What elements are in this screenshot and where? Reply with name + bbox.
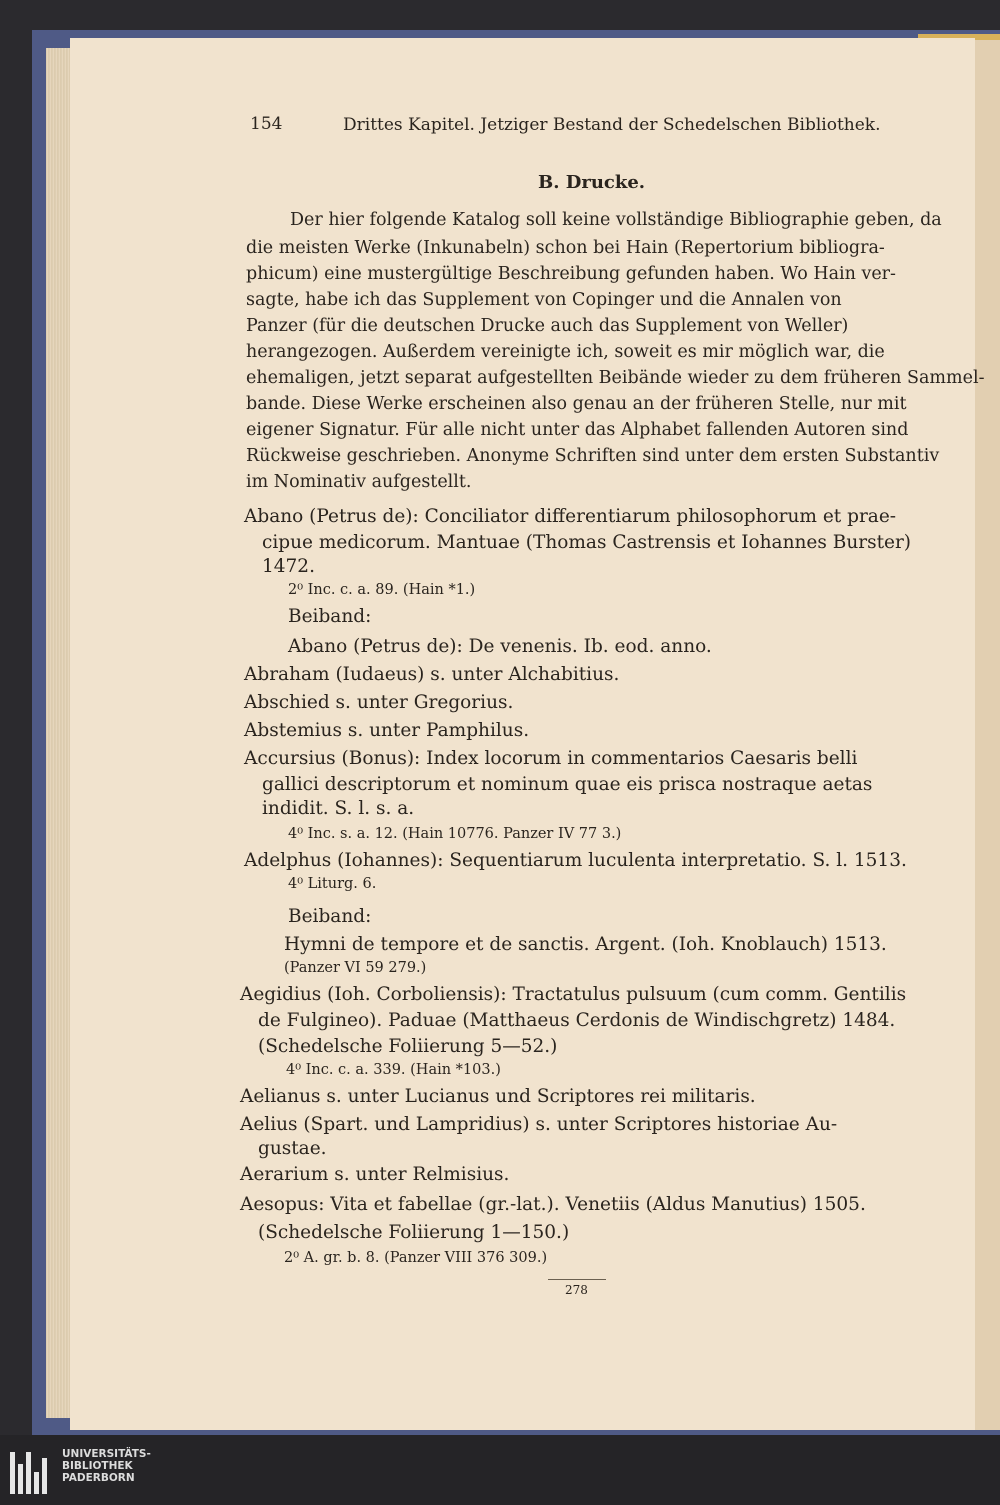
beiband-label: Beiband: <box>288 606 372 627</box>
entry-line: Hymni de tempore et de sanctis. Argent. (Ioh. Knoblauch) 1513. <box>284 934 887 955</box>
entry-line: Aesopus: Vita et fabellae (gr.-lat.). Venetiis (Aldus Manutius) 1505. <box>240 1194 866 1215</box>
entry-line: Abano (Petrus de): Conciliator differentiarum philosophorum et prae- <box>244 506 897 527</box>
intro-line: eigener Signatur. Für alle nicht unter das Alphabet fallenden Autoren sind <box>246 420 909 440</box>
entry-line: Abstemius s. unter Pamphilus. <box>244 720 530 741</box>
intro-line: sagte, habe ich das Supplement von Copinger und die Annalen von <box>246 290 842 310</box>
entry-line: Accursius (Bonus): Index locorum in commentarios Caesaris belli <box>244 748 858 769</box>
entry-line: Aelius (Spart. und Lampridius) s. unter Scriptores historiae Au- <box>240 1114 838 1135</box>
entry-line: 1472. <box>262 556 315 577</box>
intro-line: die meisten Werke (Inkunabeln) schon bei Hain (Repertorium bibliogra- <box>246 238 885 258</box>
entry-line: Abano (Petrus de): De venenis. Ib. eod. anno. <box>288 636 712 657</box>
intro-line: Panzer (für die deutschen Drucke auch das Supplement von Weller) <box>246 316 849 336</box>
section-heading: B. Drucke. <box>538 172 646 193</box>
entry-line: Abraham (Iudaeus) s. unter Alchabitius. <box>244 664 620 685</box>
shelfmark-line: (Panzer VI 59 279.) <box>284 960 427 976</box>
entry-line: cipue medicorum. Mantuae (Thomas Castrensis et Iohannes Burster) <box>262 532 912 553</box>
entry-line: Aelianus s. unter Lucianus und Scriptores rei militaris. <box>240 1086 756 1107</box>
intro-line: phicum) eine mustergültige Beschreibung gefunden haben. Wo Hain ver- <box>246 264 896 284</box>
logo-text-line: UNIVERSITÄTS- <box>62 1448 151 1460</box>
entry-line: (Schedelsche Foliierung 5—52.) <box>258 1036 558 1057</box>
folio-rule <box>548 1279 606 1280</box>
running-title: Drittes Kapitel. Jetziger Bestand der Schedelschen Bibliothek. <box>343 115 881 135</box>
entry-line: gustae. <box>258 1138 327 1159</box>
intro-line: Der hier folgende Katalog soll keine vollständige Bibliographie geben, da <box>290 210 942 230</box>
entry-line: Aerarium s. unter Relmisius. <box>240 1164 510 1185</box>
intro-line: bande. Diese Werke erscheinen also genau an der früheren Stelle, nur mit <box>246 394 907 414</box>
library-logo-icon <box>10 1452 54 1494</box>
folio-number: 278 <box>565 1283 588 1297</box>
entry-line: indidit. S. l. s. a. <box>262 798 415 819</box>
page-number: 154 <box>250 114 283 134</box>
next-page-edge <box>975 40 1000 1430</box>
intro-line: im Nominativ aufgestellt. <box>246 472 472 492</box>
entry-line: Adelphus (Iohannes): Sequentiarum luculenta interpretatio. S. l. 1513. <box>244 850 907 871</box>
shelfmark-line: 2⁰ A. gr. b. 8. (Panzer VIII 376 309.) <box>284 1250 548 1266</box>
entry-line: Aegidius (Ioh. Corboliensis): Tractatulus pulsuum (cum comm. Gentilis <box>240 984 907 1005</box>
entry-line: (Schedelsche Foliierung 1—150.) <box>258 1222 570 1243</box>
entry-line: Abschied s. unter Gregorius. <box>244 692 514 713</box>
shelfmark-line: 4⁰ Inc. s. a. 12. (Hain 10776. Panzer IV 77 3.) <box>288 826 622 842</box>
shelfmark-line: 2⁰ Inc. c. a. 89. (Hain *1.) <box>288 582 476 598</box>
beiband-label: Beiband: <box>288 906 372 927</box>
library-logo-text <box>62 1448 151 1484</box>
shelfmark-line: 4⁰ Liturg. 6. <box>288 876 377 892</box>
intro-line: Rückweise geschrieben. Anonyme Schriften sind unter dem ersten Substantiv <box>246 446 940 466</box>
intro-line: ehemaligen, jetzt separat aufgestellten Beibände wieder zu dem früheren Sammel- <box>246 368 985 388</box>
logo-text-line: PADERBORN <box>62 1472 135 1484</box>
entry-line: de Fulgineo). Paduae (Matthaeus Cerdonis de Windischgretz) 1484. <box>258 1010 896 1031</box>
page-stack-edge <box>46 48 72 1418</box>
entry-line: gallici descriptorum et nominum quae eis prisca nostraque aetas <box>262 774 873 795</box>
logo-text-line: BIBLIOTHEK <box>62 1460 133 1472</box>
intro-line: herangezogen. Außerdem vereinigte ich, soweit es mir möglich war, die <box>246 342 885 362</box>
shelfmark-line: 4⁰ Inc. c. a. 339. (Hain *103.) <box>286 1062 501 1078</box>
